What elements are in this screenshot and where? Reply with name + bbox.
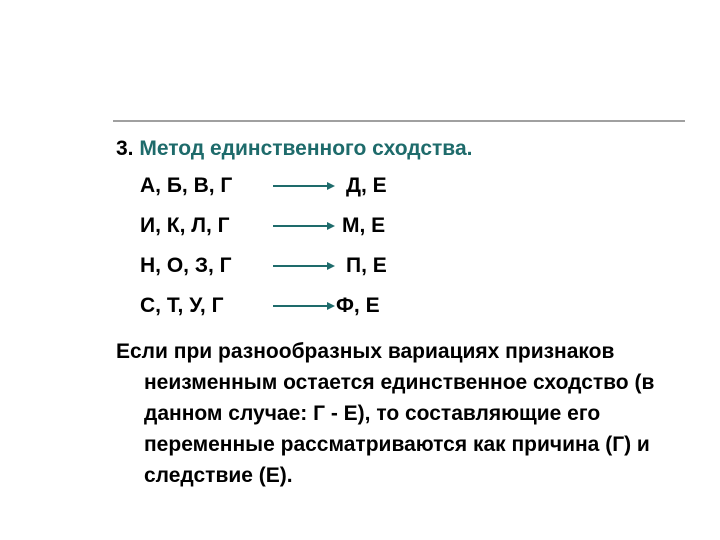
arrow-right-icon xyxy=(273,300,335,312)
row-right-set: М, Е xyxy=(342,214,386,237)
arrow-right-icon xyxy=(273,260,335,272)
row-right-set: Д, Е xyxy=(346,174,387,197)
row-left-set: И, К, Л, Г xyxy=(140,214,230,237)
correspondence-row xyxy=(0,292,720,320)
divider-line xyxy=(113,120,685,122)
row-right-set: Ф, Е xyxy=(336,294,380,317)
heading-title: Метод единственного сходства. xyxy=(139,137,473,160)
explanation-paragraph: Если при разнообразных вариациях признаков неизменным остается единственное сходство (в данном случае: Г - Е), то составляющие его переменные рассматриваются как причина (Г) и следствие (Е). xyxy=(116,340,655,487)
row-left-set: А, Б, В, Г xyxy=(140,174,233,197)
slide-heading xyxy=(116,136,472,162)
row-right-set: П, Е xyxy=(346,254,387,277)
heading-number: 3. xyxy=(116,137,134,160)
row-left-set: С, Т, У, Г xyxy=(140,294,224,317)
row-left-set: Н, О, З, Г xyxy=(140,254,232,277)
arrow-right-icon xyxy=(273,220,335,232)
arrow-right-icon xyxy=(273,180,335,192)
correspondence-row xyxy=(0,212,720,240)
correspondence-row xyxy=(0,172,720,200)
correspondence-row xyxy=(0,252,720,280)
